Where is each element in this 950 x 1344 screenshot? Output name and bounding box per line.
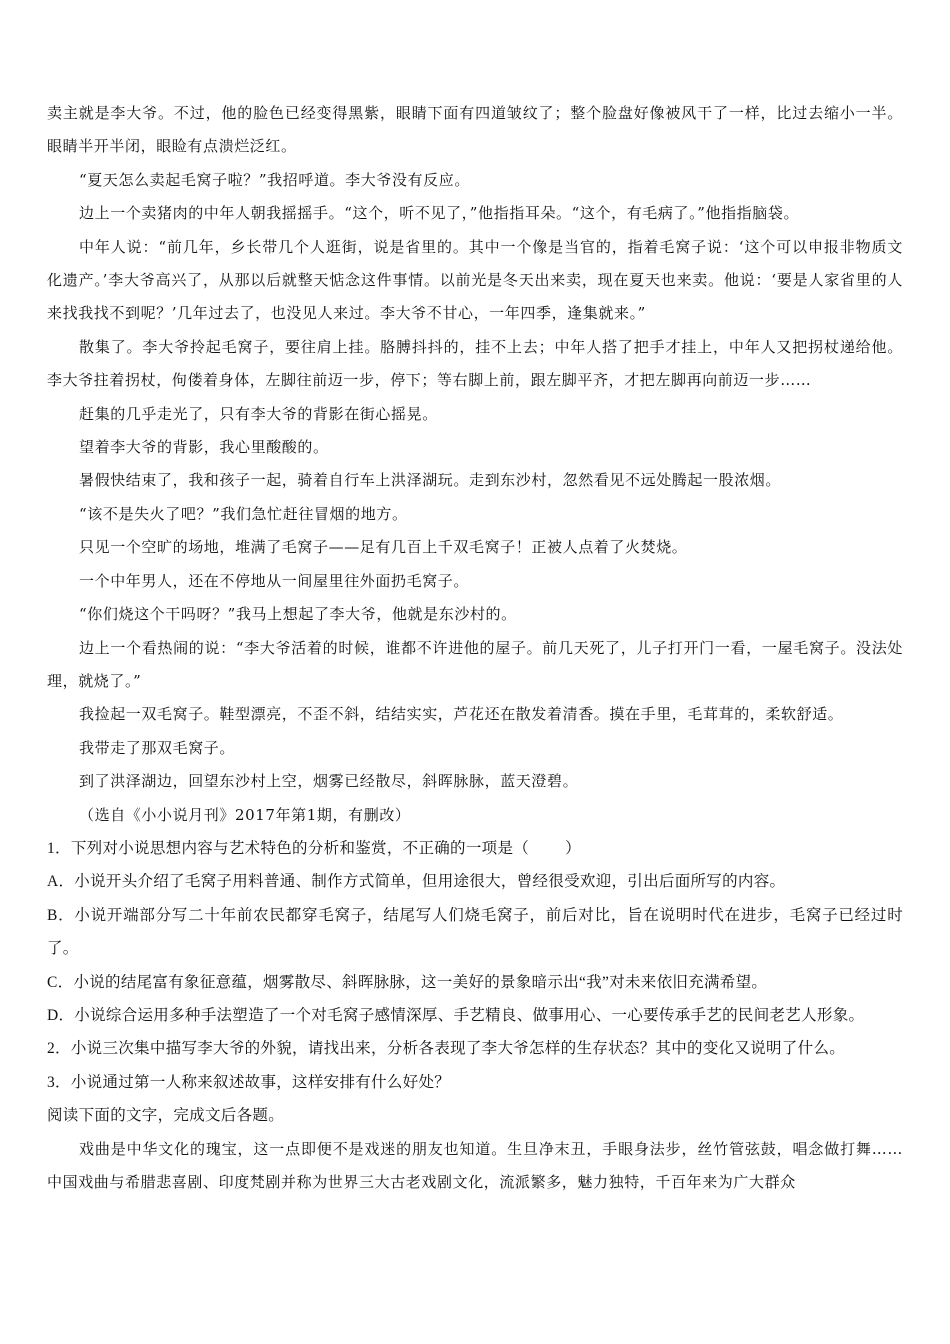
question-1-close: ）: [565, 839, 581, 857]
story-source: （选自《小小说月刊》2017年第1期，有删改）: [79, 805, 411, 824]
story-paragraph-13: 边上一个看热闹的说：“李大爷活着的时候，谁都不许进他的屋子。前几天死了，儿子打开门一看，一屋毛窝子。没法处理，就烧了。”: [47, 638, 903, 690]
document-body: [47, 97, 903, 1199]
next-passage-paragraph: 戏曲是中华文化的瑰宝，这一点即便不是戏迷的朋友也知道。生旦净末丑，手眼身法步，丝竹管弦鼓，唱念做打舞……中国戏曲与希腊悲喜剧、印度梵剧并称为世界三大古老戏剧文化，流派繁多，魅力独特，千百年来为广大群众: [47, 1139, 903, 1191]
story-paragraph-7: 望着李大爷的背影，我心里酸酸的。: [79, 438, 329, 457]
story-paragraph-10: 只见一个空旷的场地，堆满了毛窝子——足有几百上千双毛窝子！正被人点着了火焚烧。: [79, 538, 688, 557]
option-b: B．小说开端部分写二十年前农民都穿毛窝子，结尾写人们烧毛窝子，前后对比，旨在说明时代在进步，毛窝子已经过时了。: [47, 906, 903, 958]
story-paragraph-14: 我捡起一双毛窝子。鞋型漂亮，不歪不斜，结结实实，芦花还在散发着清香。摸在手里，毛茸茸的，柔软舒适。: [79, 705, 844, 724]
story-paragraph-11: 一个中年男人，还在不停地从一间屋里往外面扔毛窝子。: [79, 571, 470, 590]
story-paragraph-5: 散集了。李大爷拎起毛窝子，要往肩上挂。胳膊抖抖的，挂不上去；中年人搭了把手才挂上，中年人又把拐杖递给他。李大爷拄着拐杖，佝偻着身体，左脚往前迈一步，停下；等右脚上前，跟左脚平齐，才把左脚再向前迈一步……: [47, 337, 903, 390]
story-paragraph-3: 边上一个卖猪肉的中年人朝我摇摇手。“这个，听不见了，”他指指耳朵。“这个，有毛病了。”他指指脑袋。: [79, 204, 800, 223]
option-a: A．小说开头介绍了毛窝子用料普通、制作方式简单，但用途很大，曾经很受欢迎，引出后面所写的内容。: [47, 873, 786, 891]
story-paragraph-2: “夏天怎么卖起毛窝子啦？”我招呼道。李大爷没有反应。: [79, 170, 470, 189]
story-paragraph-1: 卖主就是李大爷。不过，他的脸色已经变得黑紫，眼睛下面有四道皱纹了；整个脸盘好像被风干了一样，比过去缩小一半。眼睛半开半闭，眼睑有点溃烂泛红。: [47, 104, 903, 156]
option-c: C．小说的结尾富有象征意蕴，烟雾散尽、斜晖脉脉，这一美好的景象暗示出“我”对未来依旧充满希望。: [47, 973, 768, 991]
option-d: D．小说综合运用多种手法塑造了一个对毛窝子感情深厚、手艺精良、做事用心、一心要传承手艺的民间老艺人形象。: [47, 1006, 865, 1024]
story-paragraph-8: 暑假快结束了，我和孩子一起，骑着自行车上洪泽湖玩。走到东沙村，忽然看见不远处腾起一股浓烟。: [79, 471, 782, 490]
question-3: 3．小说通过第一人称来叙述故事，这样安排有什么好处？: [47, 1073, 451, 1091]
story-paragraph-12: “你们烧这个干吗呀？”我马上想起了李大爷，他就是东沙村的。: [79, 605, 517, 624]
question-2: 2．小说三次集中描写李大爷的外貌，请找出来，分析各表现了李大爷怎样的生存状态？其中的变化又说明了什么。: [47, 1040, 846, 1058]
story-paragraph-4: 中年人说：“前几年，乡长带几个人逛街，说是省里的。其中一个像是当官的，指着毛窝子说：‘这个可以申报非物质文化遗产。’李大爷高兴了，从那以后就整天惦念这件事情。以前光是冬天出来卖，现在夏天也来卖。他说：‘要是人家省里的人来找我找不到呢？’几年过去了，也没见人来过。李大爷不甘心，一年四季，逢集就来。”: [47, 237, 903, 323]
story-paragraph-15: 我带走了那双毛窝子。: [79, 738, 236, 757]
story-paragraph-6: 赶集的几乎走光了，只有李大爷的背影在街心摇晃。: [79, 404, 438, 423]
question-1: [47, 832, 903, 865]
question-1-text: 1．下列对小说思想内容与艺术特色的分析和鉴赏，不正确的一项是（: [47, 839, 530, 857]
next-passage-instruction: 阅读下面的文字，完成文后各题。: [47, 1107, 285, 1125]
story-paragraph-16: 到了洪泽湖边，回望东沙村上空，烟雾已经散尽，斜晖脉脉，蓝天澄碧。: [79, 772, 579, 791]
story-paragraph-9: “该不是失火了吧？”我们急忙赶往冒烟的地方。: [79, 504, 408, 523]
